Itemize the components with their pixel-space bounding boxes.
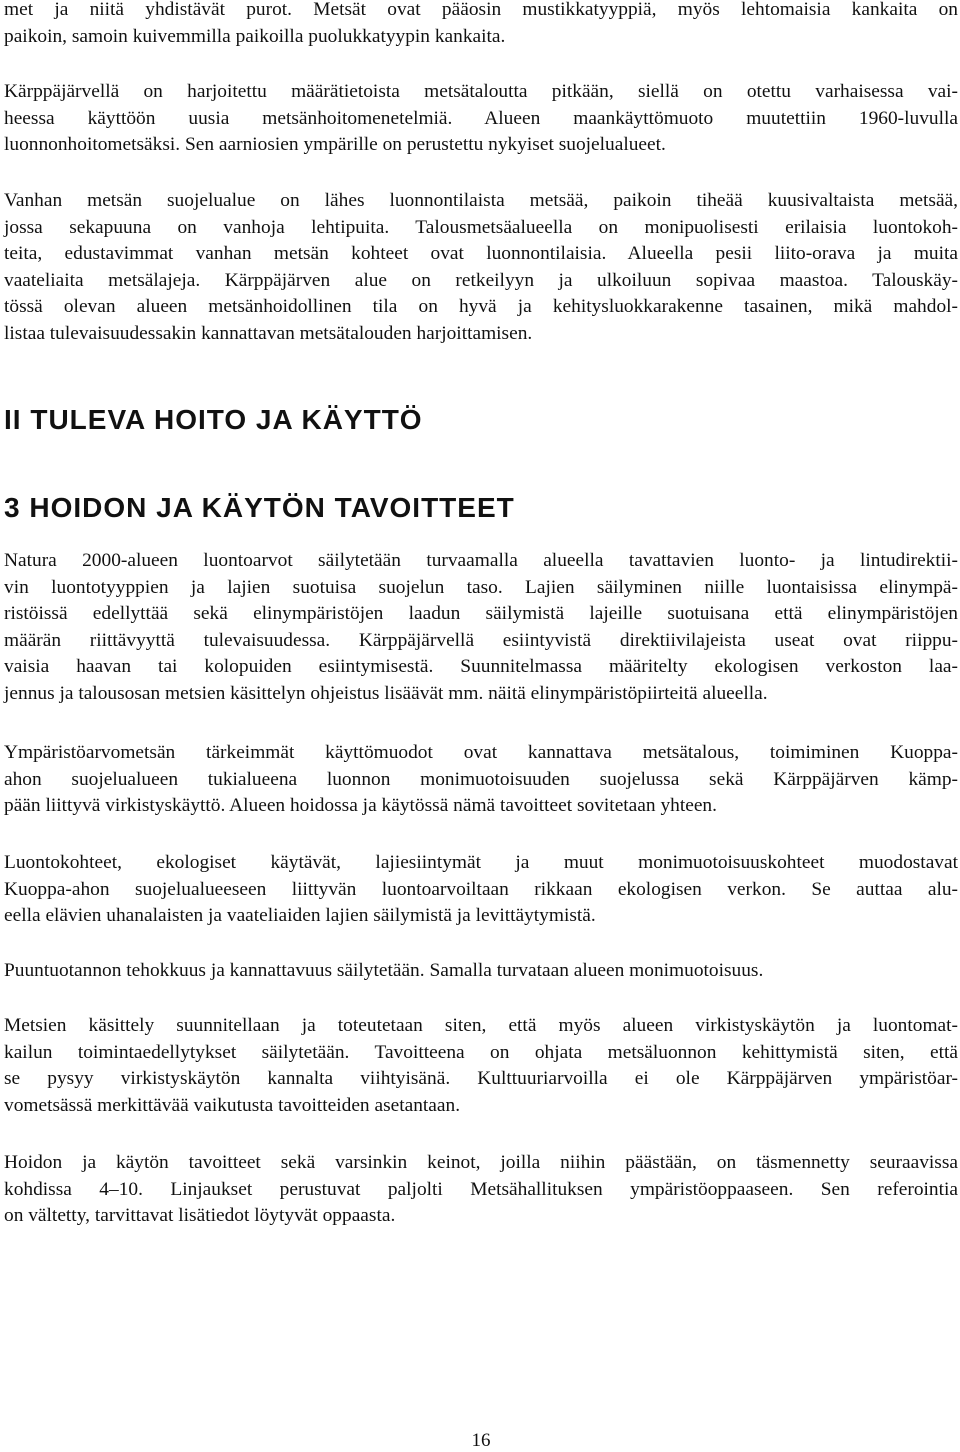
paragraph-line: ahon suojelualueen tukialueena luonnon monimuotoisuuden suojelussa sekä Kärppäjärven kämp- [4,768,958,790]
paragraph-line: Vanhan metsän suojelualue on lähes luonnontilaista metsää, paikoin tiheää kuusivaltaista metsää, [4,190,958,211]
paragraph-line: jennus ja talousosan metsien käsittelyn ohjeistus lisäävät mm. näitä elinympäristöpiirteitä alueella. [4,682,768,704]
paragraph [4,1013,958,1119]
part-title: II TULEVA HOITO JA KÄYTTÖ [4,404,423,435]
paragraph-line: Natura 2000-alueen luontoarvot säilytetään turvaamalla alueella tavattavien luonto- ja lintudirektii- [4,550,958,571]
paragraph-line: vometsässä merkittävää vaikutusta tavoitteiden asetantaan. [4,1094,461,1116]
paragraph [4,0,958,50]
paragraph [4,79,958,159]
paragraph-line: Kuoppa-ahon suojelualueeseen liittyvän luontoarvoiltaan rikkaan ekologisen verkon. Se auttaa alu- [4,878,958,900]
paragraph-line: kailun toimintaedellytykset säilytetään. Tavoitteena on ohjata metsäluonnon kehittymistä siten, että [4,1041,958,1063]
paragraph-line: on vältetty, tarvittavat lisätiedot löytyvät oppaasta. [4,1205,396,1226]
paragraph-line: paikoin, samoin kuivemmilla paikoilla puolukkatyypin kankaita. [4,25,506,47]
paragraph-line: vaisia haavan tai kolopuiden esiintymisestä. Suunnitelmassa määritelty ekologisen verkoston laa- [4,656,958,677]
paragraph-line: ristöissä edellyttää sekä elinympäristöjen laadun säilymistä lajeille suotuisana että elinympäristöjen [4,603,958,624]
paragraph [4,740,958,820]
section-title: 3 HOIDON JA KÄYTÖN TAVOITTEET [4,492,515,523]
paragraph-line: Puuntuotannon tehokkuus ja kannattavuus säilytetään. Samalla turvataan alueen monimuotoisuus. [4,960,764,981]
paragraph-line: pään liittyvä virkistyskäyttö. Alueen hoidossa ja käytössä nämä tavoitteet sovitetaan yhteen. [4,795,717,816]
paragraph-line: kohdissa 4–10. Linjaukset perustuvat paljolti Metsähallituksen ympäristöoppaaseen. Sen referointia [4,1178,958,1200]
paragraph-line: Kärppäjärvellä on harjoitettu määrätietoista metsätaloutta pitkään, siellä on otettu varhaisessa vai- [4,81,958,102]
paragraph-line: eella elävien uhanalaisten ja vaateliaiden lajien säilymistä ja levittäytymistä. [4,905,596,926]
paragraph-line: määrän riittävyyttä tulevaisuudessa. Kärppäjärvellä esiintyvistä direktiivilajeista useat ovat riippu- [4,629,958,651]
paragraph [4,548,958,707]
paragraph-line: listaa tulevaisuudessakin kannattavan metsätalouden harjoittamisen. [4,322,533,344]
paragraph-line: Hoidon ja käytön tavoitteet sekä varsinkin keinot, joilla niihin päästään, on täsmennetty seuraavissa [4,1152,958,1173]
paragraph [4,958,958,985]
paragraph-line: Metsien käsittely suunnitellaan ja toteutetaan siten, että myös alueen virkistyskäytön ja luontomat- [4,1015,958,1036]
paragraph [4,850,958,930]
paragraph-line: Ympäristöarvometsän tärkeimmät käyttömuodot ovat kannattava metsätalous, toimiminen Kuoppa- [4,742,958,763]
paragraph-line: vaateliaita metsälajeja. Kärppäjärven alue on retkeilyyn ja ulkoiluun sopivaa maastoa. Talouskäy- [4,269,958,291]
paragraph-line: met ja niitä yhdistävät purot. Metsät ovat pääosin mustikkatyyppiä, myös lehtomaisia kankaita on [4,0,958,20]
paragraph-line: luonnonhoitometsäksi. Sen aarniosien ympärille on perustettu nykyiset suojelualueet. [4,134,666,155]
paragraph [4,1150,958,1230]
paragraph-line: jossa sekapuuna on vanhoja lehtipuita. Talousmetsäalueella on monipuolisesti erilaisia luontokoh- [4,216,958,238]
paragraph-line: teita, edustavimmat vanhan metsän kohteet ovat luonnontilaisia. Alueella pesii liito-orava ja muita [4,243,958,264]
paragraph-line: se pysyy virkistyskäytön kannalta viihtyisänä. Kulttuuriarvoilla ei ole Kärppäjärven ympäristöar- [4,1068,958,1089]
paragraph [4,188,958,347]
paragraph-line: Luontokohteet, ekologiset käytävät, lajiesiintymät ja muut monimuotoisuuskohteet muodostavat [4,852,958,873]
paragraph-line: heessa käyttöön uusia metsänhoitomenetelmiä. Alueen maankäyttömuoto muutettiin 1960-luvulla [4,107,958,129]
page-number: 16 [471,1430,491,1451]
paragraph-line: vin luontotyyppien ja lajien suotuisa suojelun taso. Lajien säilyminen niille luontaisissa elinympä- [4,576,958,598]
paragraph-line: tössä olevan alueen metsänhoidollinen tila on hyvä ja kehitysluokkarakenne tasainen, mikä mahdol- [4,296,958,317]
